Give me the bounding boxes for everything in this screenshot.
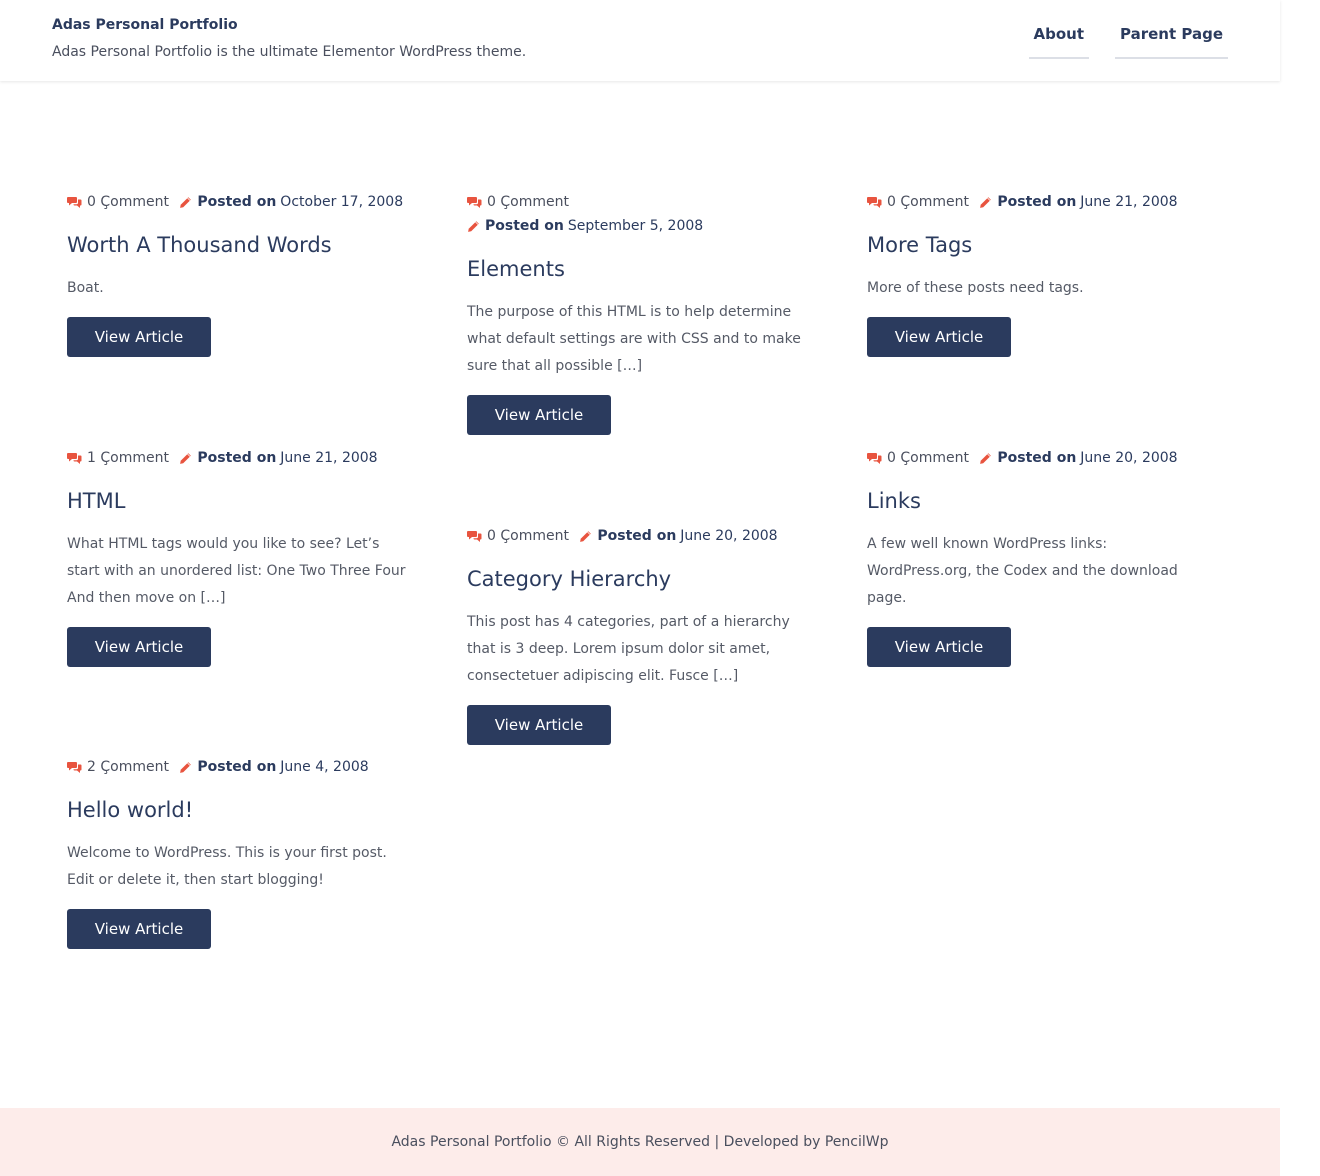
post-meta	[67, 190, 412, 217]
post-title[interactable]: Category Hierarchy	[467, 566, 672, 591]
post-meta	[467, 524, 812, 551]
posted-on-label: Posted on	[197, 450, 277, 466]
site-tagline: Adas Personal Portfolio is the ultimate Elementor WordPress theme.	[52, 44, 527, 60]
pencil-icon	[179, 452, 192, 465]
post-excerpt: Boat.	[67, 279, 104, 296]
post-excerpt: What HTML tags would you like to see? Let’s start with an unordered list: One Two Three Four And then move on […]	[67, 535, 406, 606]
comments-icon	[67, 196, 82, 209]
post-date	[979, 190, 1177, 214]
post-meta	[467, 190, 812, 241]
post-meta	[867, 446, 1212, 473]
site-footer	[0, 1108, 1280, 1176]
view-article-button[interactable]: View Article	[467, 705, 611, 745]
post-date-link[interactable]: June 20, 2008	[680, 528, 778, 544]
post-date	[179, 446, 377, 470]
post-card	[67, 190, 412, 357]
comments-icon	[467, 196, 482, 209]
comment-count[interactable]	[67, 190, 169, 214]
post-card	[867, 190, 1212, 357]
comments-icon	[867, 452, 882, 465]
nav-about[interactable]: About	[1029, 25, 1090, 59]
pencil-icon	[579, 530, 592, 543]
comment-count[interactable]	[67, 446, 169, 470]
post-title[interactable]: HTML	[67, 488, 126, 513]
site-title[interactable]: Adas Personal Portfolio	[52, 17, 238, 33]
post-date-link[interactable]: June 21, 2008	[280, 450, 378, 466]
post-date-link[interactable]: June 20, 2008	[1080, 450, 1178, 466]
post-date	[179, 755, 368, 779]
pencil-icon	[979, 196, 992, 209]
pencil-icon	[179, 196, 192, 209]
post-date	[579, 524, 777, 548]
nav-parent-page[interactable]: Parent Page	[1115, 25, 1228, 59]
post-date	[179, 190, 403, 214]
post-excerpt: A few well known WordPress links: WordPress.org, the Codex and the download page.	[867, 535, 1178, 606]
post-date-link[interactable]: June 21, 2008	[1080, 194, 1178, 210]
post-date-link[interactable]: June 4, 2008	[280, 759, 369, 775]
post-card	[467, 524, 812, 745]
comments-icon	[67, 452, 82, 465]
comment-count[interactable]	[67, 755, 169, 779]
posted-on-label: Posted on	[197, 759, 277, 775]
post-title[interactable]: Hello world!	[67, 797, 194, 822]
posted-on-label: Posted on	[597, 528, 677, 544]
comment-count-text: 0 Çomment	[87, 194, 169, 210]
post-card	[467, 190, 812, 435]
view-article-button[interactable]: View Article	[67, 317, 211, 357]
post-excerpt: The purpose of this HTML is to help determine what default settings are with CSS and to make sure that all possible […]	[467, 303, 801, 374]
post-date	[467, 214, 703, 238]
view-article-button[interactable]: View Article	[67, 627, 211, 667]
comment-count[interactable]	[867, 446, 969, 470]
post-meta	[67, 755, 412, 782]
comments-icon	[67, 761, 82, 774]
view-article-button[interactable]: View Article	[67, 909, 211, 949]
pencil-icon	[179, 761, 192, 774]
comment-count[interactable]	[467, 524, 569, 548]
post-card	[67, 446, 412, 667]
posted-on-label: Posted on	[997, 194, 1077, 210]
comment-count-text: 1 Çomment	[87, 450, 169, 466]
comment-count-text: 0 Çomment	[887, 450, 969, 466]
post-title[interactable]: Elements	[467, 256, 565, 281]
view-article-button[interactable]: View Article	[867, 317, 1011, 357]
footer-copyright: Adas Personal Portfolio © All Rights Reserved | Developed by PencilWp	[391, 1134, 889, 1150]
post-excerpt: Welcome to WordPress. This is your first post. Edit or delete it, then start blogging!	[67, 844, 387, 888]
comment-count[interactable]	[467, 190, 806, 214]
view-article-button[interactable]: View Article	[867, 627, 1011, 667]
comment-count-text: 0 Çomment	[487, 528, 569, 544]
comment-count-text: 0 Çomment	[487, 194, 569, 210]
post-date-link[interactable]: October 17, 2008	[280, 194, 404, 210]
post-excerpt: More of these posts need tags.	[867, 279, 1084, 296]
post-card	[867, 446, 1212, 667]
comment-count-text: 0 Çomment	[887, 194, 969, 210]
post-title[interactable]: More Tags	[867, 232, 973, 257]
comment-count-text: 2 Çomment	[87, 759, 169, 775]
pencil-icon	[979, 452, 992, 465]
comment-count[interactable]	[867, 190, 969, 214]
post-title[interactable]: Links	[867, 488, 921, 513]
posted-on-label: Posted on	[997, 450, 1077, 466]
posted-on-label: Posted on	[485, 218, 564, 234]
site-header	[0, 0, 1280, 81]
comments-icon	[467, 530, 482, 543]
comments-icon	[867, 196, 882, 209]
post-meta	[867, 190, 1212, 217]
post-card	[67, 755, 412, 949]
view-article-button[interactable]: View Article	[467, 395, 611, 435]
post-date	[979, 446, 1177, 470]
post-date-link[interactable]: September 5, 2008	[567, 218, 704, 234]
post-excerpt: This post has 4 categories, part of a hierarchy that is 3 deep. Lorem ipsum dolor sit amet, consectetuer adipiscing elit. Fusce […]	[467, 613, 790, 684]
primary-nav	[1029, 25, 1229, 59]
pencil-icon	[467, 220, 480, 233]
post-meta	[67, 446, 412, 473]
posted-on-label: Posted on	[197, 194, 277, 210]
post-title[interactable]: Worth A Thousand Words	[67, 232, 332, 257]
